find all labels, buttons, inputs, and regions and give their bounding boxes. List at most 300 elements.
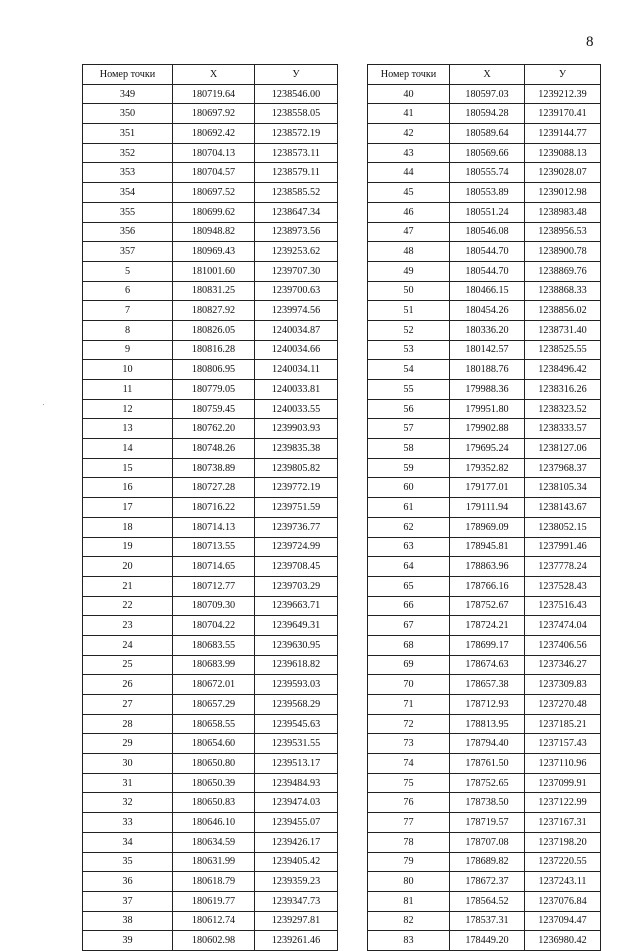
cell-y: 1237528.43 (525, 576, 601, 596)
cell-point-number: 76 (368, 793, 450, 813)
cell-x: 178738.50 (450, 793, 525, 813)
cell-x: 178752.67 (450, 596, 525, 616)
cell-point-number: 351 (83, 124, 173, 144)
cell-x: 178969.09 (450, 517, 525, 537)
table-row (368, 517, 601, 537)
cell-x: 180188.76 (450, 360, 525, 380)
cell-x: 178707.08 (450, 832, 525, 852)
cell-point-number: 21 (83, 576, 173, 596)
table-row (83, 281, 338, 301)
cell-x: 180602.98 (173, 931, 255, 951)
cell-y: 1239649.31 (255, 616, 338, 636)
cell-y: 1240033.55 (255, 399, 338, 419)
cell-point-number: 53 (368, 340, 450, 360)
cell-point-number: 80 (368, 872, 450, 892)
cell-x: 179902.88 (450, 419, 525, 439)
cell-x: 178945.81 (450, 537, 525, 557)
header-x: X (173, 65, 255, 85)
cell-x: 178863.96 (450, 557, 525, 577)
table-row (83, 813, 338, 833)
cell-point-number: 74 (368, 754, 450, 774)
cell-x: 180658.55 (173, 714, 255, 734)
cell-x: 180827.92 (173, 301, 255, 321)
cell-point-number: 10 (83, 360, 173, 380)
cell-x: 180544.70 (450, 261, 525, 281)
cell-y: 1237243.11 (525, 872, 601, 892)
cell-y: 1237110.96 (525, 754, 601, 774)
cell-x: 179111.94 (450, 498, 525, 518)
table-row (83, 163, 338, 183)
table-row (83, 773, 338, 793)
cell-y: 1239568.29 (255, 695, 338, 715)
table-row (83, 183, 338, 203)
cell-x: 180551.24 (450, 202, 525, 222)
cell-point-number: 79 (368, 852, 450, 872)
table-row (83, 202, 338, 222)
cell-x: 180779.05 (173, 380, 255, 400)
cell-x: 178712.93 (450, 695, 525, 715)
cell-x: 178766.16 (450, 576, 525, 596)
cell-point-number: 17 (83, 498, 173, 518)
cell-x: 180697.92 (173, 104, 255, 124)
cell-point-number: 36 (83, 872, 173, 892)
cell-x: 180594.28 (450, 104, 525, 124)
table-row (83, 931, 338, 951)
table-row (83, 616, 338, 636)
cell-point-number: 72 (368, 714, 450, 734)
table-row (368, 202, 601, 222)
cell-x: 180727.28 (173, 478, 255, 498)
cell-y: 1238579.11 (255, 163, 338, 183)
cell-y: 1239903.93 (255, 419, 338, 439)
cell-point-number: 26 (83, 675, 173, 695)
cell-point-number: 64 (368, 557, 450, 577)
cell-point-number: 54 (368, 360, 450, 380)
cell-x: 180597.03 (450, 84, 525, 104)
cell-y: 1239531.55 (255, 734, 338, 754)
cell-point-number: 7 (83, 301, 173, 321)
cell-y: 1239455.07 (255, 813, 338, 833)
cell-y: 1238127.06 (525, 439, 601, 459)
table-row (83, 576, 338, 596)
cell-x: 180650.83 (173, 793, 255, 813)
table-row (83, 380, 338, 400)
cell-x: 180612.74 (173, 911, 255, 931)
cell-x: 178719.57 (450, 813, 525, 833)
cell-y: 1238647.34 (255, 202, 338, 222)
table-row (83, 320, 338, 340)
cell-y: 1238572.19 (255, 124, 338, 144)
cell-x: 179177.01 (450, 478, 525, 498)
header-x: X (450, 65, 525, 85)
table-row (368, 104, 601, 124)
table-row (368, 793, 601, 813)
table-row (368, 872, 601, 892)
cell-x: 178537.31 (450, 911, 525, 931)
table-row (368, 754, 601, 774)
table-row (83, 675, 338, 695)
cell-point-number: 32 (83, 793, 173, 813)
header-y: У (255, 65, 338, 85)
table-row (368, 143, 601, 163)
cell-y: 1238143.67 (525, 498, 601, 518)
cell-x: 180692.42 (173, 124, 255, 144)
table-row (83, 222, 338, 242)
cell-point-number: 70 (368, 675, 450, 695)
cell-x: 180683.99 (173, 655, 255, 675)
table-row (368, 458, 601, 478)
cell-y: 1237474.04 (525, 616, 601, 636)
cell-y: 1239974.56 (255, 301, 338, 321)
cell-point-number: 78 (368, 832, 450, 852)
cell-y: 1237122.99 (525, 793, 601, 813)
table-row (368, 576, 601, 596)
cell-x: 180826.05 (173, 320, 255, 340)
cell-x: 179352.82 (450, 458, 525, 478)
cell-x: 180569.66 (450, 143, 525, 163)
cell-x: 180657.29 (173, 695, 255, 715)
cell-point-number: 33 (83, 813, 173, 833)
table-row (83, 478, 338, 498)
cell-x: 180699.62 (173, 202, 255, 222)
table-row (368, 301, 601, 321)
cell-point-number: 71 (368, 695, 450, 715)
cell-point-number: 65 (368, 576, 450, 596)
table-row (83, 832, 338, 852)
table-row (83, 498, 338, 518)
cell-point-number: 28 (83, 714, 173, 734)
coordinates-table-left (82, 64, 338, 951)
cell-x: 178761.50 (450, 754, 525, 774)
cell-point-number: 357 (83, 242, 173, 262)
cell-y: 1237099.91 (525, 773, 601, 793)
cell-point-number: 24 (83, 635, 173, 655)
table-row (83, 84, 338, 104)
table-row (83, 104, 338, 124)
header-y: У (525, 65, 601, 85)
table-row (368, 695, 601, 715)
table-row (83, 537, 338, 557)
table-row (368, 931, 601, 951)
table-row (83, 301, 338, 321)
table-row (368, 183, 601, 203)
cell-y: 1237778.24 (525, 557, 601, 577)
table-row (368, 773, 601, 793)
table-row (368, 891, 601, 911)
table-row (368, 675, 601, 695)
cell-y: 1237157.43 (525, 734, 601, 754)
cell-point-number: 5 (83, 261, 173, 281)
cell-y: 1237220.55 (525, 852, 601, 872)
table-row (83, 754, 338, 774)
cell-point-number: 61 (368, 498, 450, 518)
cell-point-number: 349 (83, 84, 173, 104)
cell-point-number: 9 (83, 340, 173, 360)
cell-x: 180454.26 (450, 301, 525, 321)
cell-point-number: 42 (368, 124, 450, 144)
cell-y: 1239703.29 (255, 576, 338, 596)
cell-y: 1239708.45 (255, 557, 338, 577)
table-row (368, 832, 601, 852)
cell-y: 1239297.81 (255, 911, 338, 931)
cell-x: 179695.24 (450, 439, 525, 459)
cell-y: 1238973.56 (255, 222, 338, 242)
cell-y: 1238869.76 (525, 261, 601, 281)
table-row (368, 596, 601, 616)
table-header-row (83, 65, 338, 85)
cell-point-number: 11 (83, 380, 173, 400)
cell-y: 1237185.21 (525, 714, 601, 734)
cell-y: 1240034.66 (255, 340, 338, 360)
cell-x: 180714.13 (173, 517, 255, 537)
cell-x: 180142.57 (450, 340, 525, 360)
cell-x: 180759.45 (173, 399, 255, 419)
cell-y: 1239700.63 (255, 281, 338, 301)
scan-speck (43, 404, 44, 405)
cell-y: 1237406.56 (525, 635, 601, 655)
table-row (368, 340, 601, 360)
cell-y: 1239772.19 (255, 478, 338, 498)
page-number: 8 (586, 34, 594, 50)
cell-y: 1239405.42 (255, 852, 338, 872)
cell-y: 1238323.52 (525, 399, 601, 419)
table-row (368, 399, 601, 419)
cell-point-number: 40 (368, 84, 450, 104)
cell-point-number: 50 (368, 281, 450, 301)
cell-y: 1239805.82 (255, 458, 338, 478)
cell-y: 1239835.38 (255, 439, 338, 459)
cell-point-number: 49 (368, 261, 450, 281)
cell-y: 1239736.77 (255, 517, 338, 537)
table-header-row (368, 65, 601, 85)
cell-y: 1239144.77 (525, 124, 601, 144)
cell-x: 180546.08 (450, 222, 525, 242)
cell-y: 1237309.83 (525, 675, 601, 695)
cell-y: 1239088.13 (525, 143, 601, 163)
cell-x: 180654.60 (173, 734, 255, 754)
cell-y: 1239707.30 (255, 261, 338, 281)
cell-point-number: 353 (83, 163, 173, 183)
cell-point-number: 20 (83, 557, 173, 577)
cell-y: 1238105.34 (525, 478, 601, 498)
cell-x: 179951.80 (450, 399, 525, 419)
cell-point-number: 43 (368, 143, 450, 163)
cell-point-number: 58 (368, 439, 450, 459)
cell-point-number: 41 (368, 104, 450, 124)
cell-x: 180704.22 (173, 616, 255, 636)
table-row (368, 380, 601, 400)
cell-x: 180650.39 (173, 773, 255, 793)
cell-x: 180466.15 (450, 281, 525, 301)
cell-y: 1238956.53 (525, 222, 601, 242)
cell-point-number: 73 (368, 734, 450, 754)
cell-x: 180748.26 (173, 439, 255, 459)
cell-x: 180553.89 (450, 183, 525, 203)
cell-y: 1237198.20 (525, 832, 601, 852)
cell-y: 1238585.52 (255, 183, 338, 203)
cell-y: 1239359.23 (255, 872, 338, 892)
cell-point-number: 82 (368, 911, 450, 931)
cell-y: 1238731.40 (525, 320, 601, 340)
cell-point-number: 48 (368, 242, 450, 262)
cell-x: 180709.30 (173, 596, 255, 616)
table-row (368, 734, 601, 754)
cell-point-number: 18 (83, 517, 173, 537)
cell-y: 1237167.31 (525, 813, 601, 833)
table-row (83, 714, 338, 734)
cell-point-number: 44 (368, 163, 450, 183)
cell-x: 180646.10 (173, 813, 255, 833)
cell-point-number: 51 (368, 301, 450, 321)
table-row (368, 320, 601, 340)
table-row (83, 124, 338, 144)
cell-y: 1240033.81 (255, 380, 338, 400)
cell-y: 1239663.71 (255, 596, 338, 616)
table-row (368, 813, 601, 833)
table-row (368, 616, 601, 636)
cell-x: 180806.95 (173, 360, 255, 380)
cell-x: 180619.77 (173, 891, 255, 911)
cell-point-number: 62 (368, 517, 450, 537)
cell-y: 1239513.17 (255, 754, 338, 774)
cell-y: 1237991.46 (525, 537, 601, 557)
table-row (368, 498, 601, 518)
cell-point-number: 83 (368, 931, 450, 951)
cell-y: 1239751.59 (255, 498, 338, 518)
table-row (83, 891, 338, 911)
cell-point-number: 12 (83, 399, 173, 419)
cell-x: 178752.65 (450, 773, 525, 793)
table-row (83, 655, 338, 675)
cell-x: 180555.74 (450, 163, 525, 183)
cell-x: 178689.82 (450, 852, 525, 872)
table-row (83, 852, 338, 872)
cell-point-number: 356 (83, 222, 173, 242)
cell-x: 178449.20 (450, 931, 525, 951)
table-row (368, 635, 601, 655)
cell-x: 178674.63 (450, 655, 525, 675)
cell-y: 1238525.55 (525, 340, 601, 360)
cell-point-number: 23 (83, 616, 173, 636)
cell-x: 180719.64 (173, 84, 255, 104)
cell-point-number: 22 (83, 596, 173, 616)
table-row (368, 281, 601, 301)
table-row (83, 360, 338, 380)
cell-point-number: 60 (368, 478, 450, 498)
cell-y: 1239347.73 (255, 891, 338, 911)
cell-point-number: 355 (83, 202, 173, 222)
cell-point-number: 19 (83, 537, 173, 557)
cell-y: 1239545.63 (255, 714, 338, 734)
table-row (368, 261, 601, 281)
cell-point-number: 37 (83, 891, 173, 911)
cell-point-number: 39 (83, 931, 173, 951)
cell-point-number: 77 (368, 813, 450, 833)
cell-y: 1239028.07 (525, 163, 601, 183)
header-point-number: Номер точки (368, 65, 450, 85)
cell-y: 1240034.87 (255, 320, 338, 340)
table-row (83, 517, 338, 537)
cell-point-number: 75 (368, 773, 450, 793)
cell-x: 180631.99 (173, 852, 255, 872)
cell-y: 1239593.03 (255, 675, 338, 695)
cell-y: 1238900.78 (525, 242, 601, 262)
table-row (368, 439, 601, 459)
cell-y: 1237346.27 (525, 655, 601, 675)
cell-x: 180544.70 (450, 242, 525, 262)
cell-x: 180697.52 (173, 183, 255, 203)
cell-point-number: 45 (368, 183, 450, 203)
cell-x: 180589.64 (450, 124, 525, 144)
cell-x: 180618.79 (173, 872, 255, 892)
cell-y: 1237968.37 (525, 458, 601, 478)
table-row (83, 596, 338, 616)
cell-point-number: 29 (83, 734, 173, 754)
table-row (83, 143, 338, 163)
cell-point-number: 13 (83, 419, 173, 439)
cell-y: 1238052.15 (525, 517, 601, 537)
cell-x: 180672.01 (173, 675, 255, 695)
cell-y: 1239170.41 (525, 104, 601, 124)
cell-y: 1239426.17 (255, 832, 338, 852)
cell-point-number: 81 (368, 891, 450, 911)
cell-y: 1238573.11 (255, 143, 338, 163)
table-row (368, 537, 601, 557)
table-row (368, 911, 601, 931)
cell-point-number: 69 (368, 655, 450, 675)
cell-x: 178724.21 (450, 616, 525, 636)
table-row (368, 852, 601, 872)
cell-x: 180738.89 (173, 458, 255, 478)
table-row (368, 124, 601, 144)
cell-y: 1237270.48 (525, 695, 601, 715)
cell-y: 1237516.43 (525, 596, 601, 616)
table-row (83, 242, 338, 262)
cell-point-number: 63 (368, 537, 450, 557)
cell-point-number: 66 (368, 596, 450, 616)
table-row (83, 793, 338, 813)
cell-x: 181001.60 (173, 261, 255, 281)
table-row (83, 872, 338, 892)
cell-x: 178699.17 (450, 635, 525, 655)
cell-y: 1239212.39 (525, 84, 601, 104)
cell-y: 1239618.82 (255, 655, 338, 675)
table-row (368, 360, 601, 380)
cell-x: 178657.38 (450, 675, 525, 695)
cell-x: 180704.57 (173, 163, 255, 183)
cell-point-number: 38 (83, 911, 173, 931)
cell-x: 180683.55 (173, 635, 255, 655)
cell-x: 180650.80 (173, 754, 255, 774)
table-row (83, 340, 338, 360)
cell-x: 180704.13 (173, 143, 255, 163)
cell-y: 1238868.33 (525, 281, 601, 301)
cell-point-number: 350 (83, 104, 173, 124)
cell-y: 1239724.99 (255, 537, 338, 557)
table-row (83, 419, 338, 439)
cell-x: 180336.20 (450, 320, 525, 340)
cell-point-number: 27 (83, 695, 173, 715)
table-row (368, 419, 601, 439)
cell-point-number: 52 (368, 320, 450, 340)
cell-x: 178794.40 (450, 734, 525, 754)
table-row (368, 242, 601, 262)
cell-x: 180713.55 (173, 537, 255, 557)
table-row (83, 695, 338, 715)
table-row (368, 222, 601, 242)
table-row (368, 557, 601, 577)
cell-y: 1238856.02 (525, 301, 601, 321)
